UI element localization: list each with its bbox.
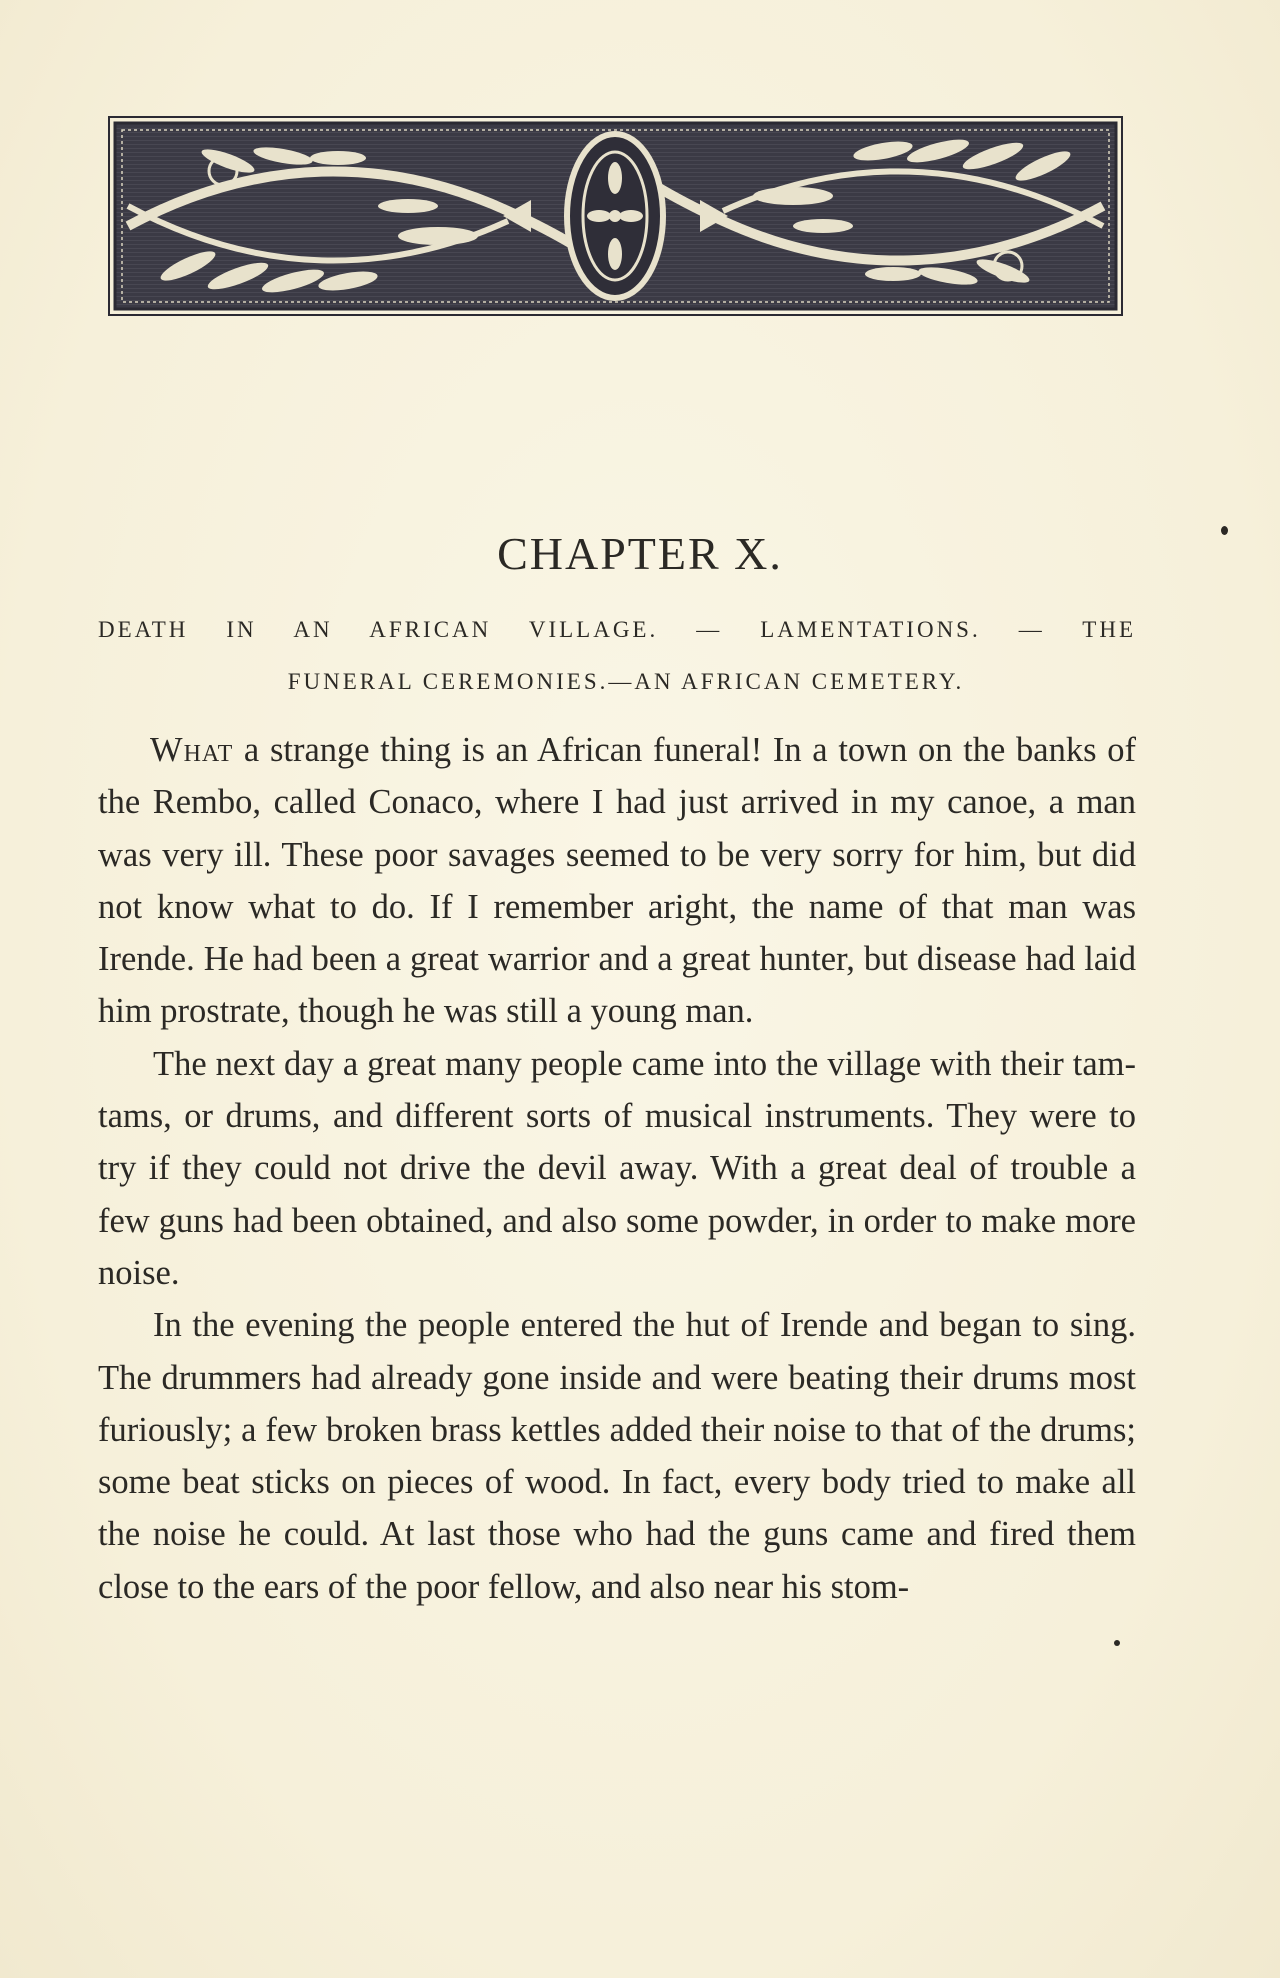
paragraph-1-text: a strange thing is an African funeral! In a town on the banks of the Rembo, called Conaco, where I had just arrived in my canoe, a man was very ill. These poor savages seemed to be very sorry for him, but did not know what to do. If I remember aright, the name of that man was Irende. He had been a great warrior and a great hunter, but disease had laid him prostrate, though he was still a young man. <box>98 731 1136 1031</box>
paragraph-3: In the evening the people entered the hut of Irende and began to sing. The drummers had already gone inside and were beating their drums most furiously; a few broken brass kettles added their noise to that of the drums; some beat sticks on pieces of wood. In fact, every body tried to make all the noise he could. At last those who had the guns came and fired them close to the ears of the poor fellow, and also near his stom- <box>98 1306 1136 1606</box>
ornamental-headpiece <box>108 116 1123 316</box>
paragraph-2: The next day a great many people came into the village with their tam-tams, or drums, and different sorts of musical instruments. They were to try if they could not drive the devil away. With a great deal of trouble a few guns had been obtained, and also some powder, in order to make more noise. <box>98 1044 1136 1292</box>
chapter-title: CHAPTER X. <box>497 528 783 579</box>
chapter-summary <box>98 604 1136 708</box>
chapter-summary-line-2: FUNERAL CEREMONIES.—AN AFRICAN CEMETERY. <box>287 669 965 694</box>
chapter-body <box>98 724 1136 1613</box>
chapter-summary-line-1: DEATH IN AN AFRICAN VILLAGE. — LAMENTATIONS. — THE <box>98 617 1136 642</box>
ink-speck-body <box>1114 1640 1120 1646</box>
ink-speck-margin <box>1221 526 1228 535</box>
paragraph-1-lead: What <box>150 731 234 769</box>
paragraph-1 <box>98 724 1136 1038</box>
